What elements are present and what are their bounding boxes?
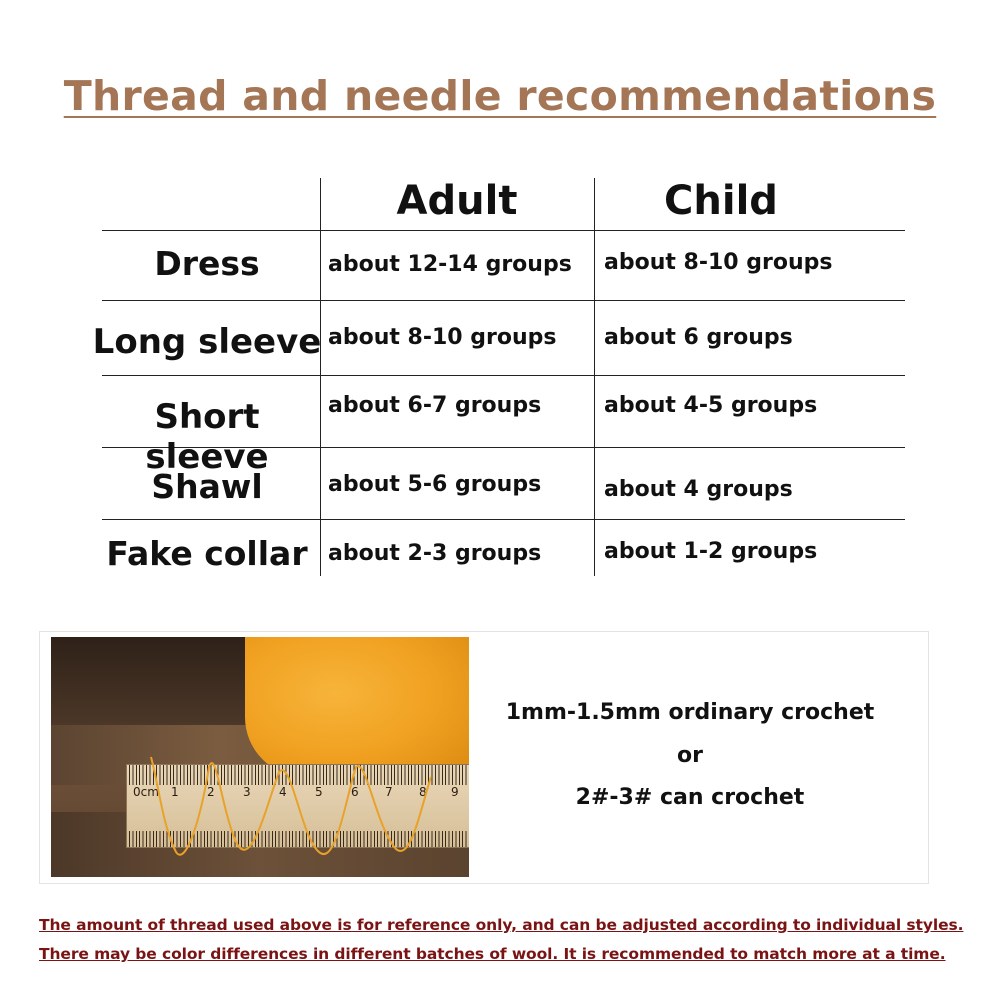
row-label-dress: Dress [154,244,260,283]
table-divider [102,375,905,376]
page-title: Thread and needle recommendations [63,72,937,120]
row-label-long-sleeve: Long sleeve [92,322,322,362]
ruler-number: 6 [351,785,359,799]
table-cell: about 4 groups [604,477,793,502]
ruler-number: 4 [279,785,287,799]
ruler-number: 0cm [133,785,159,799]
table-cell: about 8-10 groups [604,250,833,275]
table-divider [102,519,905,520]
row-label-short-sleeve: Short sleeve [145,397,269,477]
column-header-adult: Adult [396,178,518,224]
ruler-number: 9 [451,785,459,799]
table-cell: about 8-10 groups [328,325,557,350]
color-difference-note: There may be color differences in different batches of wool. It is recommended to match more at a time. [39,945,946,963]
table-divider [102,300,905,301]
thread-strand [51,637,469,877]
table-cell: about 1-2 groups [604,539,818,564]
ruler-number: 7 [385,785,393,799]
ruler-number: 2 [207,785,215,799]
row-label-fake-collar: Fake collar [106,534,308,573]
table-divider [102,230,905,231]
ruler-number: 8 [419,785,427,799]
hook-number-text: 2#-3# can crochet [575,785,805,810]
reference-note: The amount of thread used above is for reference only, and can be adjusted according to individual styles. [39,916,964,934]
table-cell: about 12-14 groups [328,252,572,277]
hook-size-text: 1mm-1.5mm ordinary crochet [505,700,875,725]
table-divider [594,178,595,576]
ruler-number: 3 [243,785,251,799]
ruler-number: 5 [315,785,323,799]
table-cell: about 4-5 groups [604,393,818,418]
thread-ruler-photo [51,637,469,877]
row-label-shawl: Shawl [151,467,263,506]
table-cell: about 6-7 groups [328,393,542,418]
column-header-child: Child [664,178,778,224]
table-cell: about 6 groups [604,325,793,350]
table-cell: about 5-6 groups [328,472,542,497]
table-divider [320,178,321,576]
ruler-number: 1 [171,785,179,799]
table-cell: about 2-3 groups [328,541,542,566]
hook-or-text: or [677,743,703,768]
